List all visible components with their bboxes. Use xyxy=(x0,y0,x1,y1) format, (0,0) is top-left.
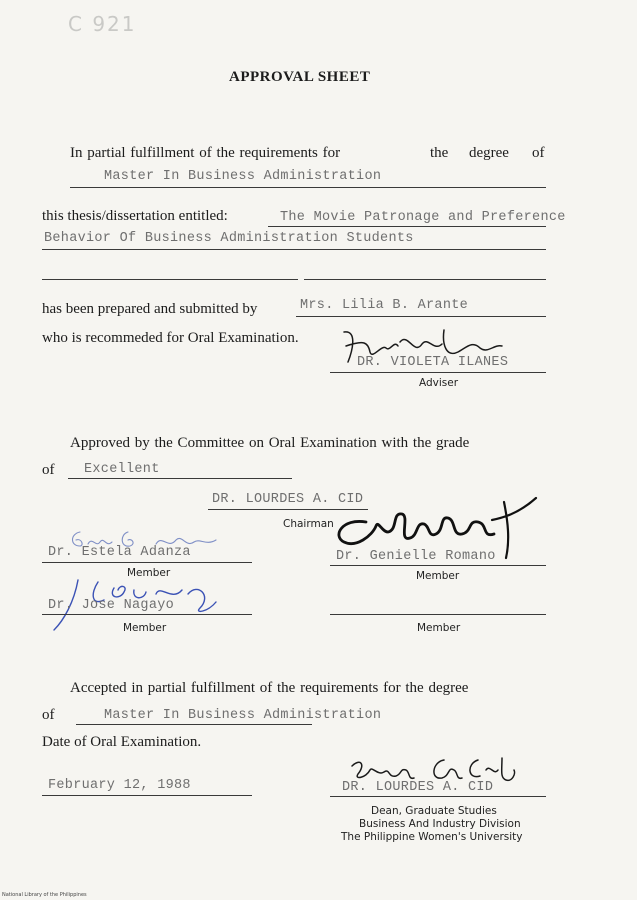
recommend-label: who is recommeded for Oral Examination. xyxy=(42,330,299,346)
intro-degree: degree xyxy=(469,145,509,161)
dean-title-1: Dean, Graduate Studies xyxy=(371,805,497,817)
member1-role: Member xyxy=(127,567,171,579)
member2-rule xyxy=(330,565,546,566)
oral-date-value: February 12, 1988 xyxy=(48,778,191,793)
intro-the: the xyxy=(430,145,449,161)
thesis-rule-3a xyxy=(42,279,298,280)
grade-of-label: of xyxy=(42,462,55,478)
acceptance-degree: Master In Business Administration xyxy=(104,708,382,723)
thesis-rule-3b xyxy=(304,279,546,280)
thesis-title-line1: The Movie Patronage and Preference xyxy=(280,210,566,225)
grade-value: Excellent xyxy=(84,462,160,477)
page-title: APPROVAL SHEET xyxy=(229,69,371,85)
member1-name: Dr. Estela Adanza xyxy=(48,545,191,560)
acceptance-of-label: of xyxy=(42,707,55,723)
author-name: Mrs. Lilia B. Arante xyxy=(300,298,469,313)
acceptance-text: Accepted in partial fulfillment of the requirements for the degree xyxy=(70,680,469,696)
adviser-name: DR. VIOLETA ILANES xyxy=(357,355,509,370)
thesis-rule-1 xyxy=(268,226,546,227)
chairman-name: DR. LOURDES A. CID xyxy=(212,492,364,507)
thesis-rule-2 xyxy=(42,249,546,250)
oral-date-label: Date of Oral Examination. xyxy=(42,734,202,750)
dean-name: DR. LOURDES A. CID xyxy=(342,780,494,795)
adviser-rule xyxy=(330,372,546,373)
dean-title-2: Business And Industry Division xyxy=(359,818,521,830)
member1-rule xyxy=(42,562,252,563)
submission-label: has been prepared and submitted by xyxy=(42,301,258,317)
member4-role: Member xyxy=(417,622,461,634)
footer-credit: National Library of the Philippines xyxy=(2,892,87,898)
member3-role: Member xyxy=(123,622,167,634)
degree-value: Master In Business Administration xyxy=(104,169,382,184)
member3-name: Dr. Jose Nagayo xyxy=(48,598,175,613)
committee-text: Approved by the Committee on Oral Examination with the grade xyxy=(70,435,470,451)
thesis-label: this thesis/dissertation entitled: xyxy=(42,208,228,224)
acceptance-degree-rule xyxy=(76,724,312,725)
grade-rule xyxy=(68,478,292,479)
adviser-role: Adviser xyxy=(419,377,459,389)
member2-role: Member xyxy=(416,570,460,582)
oral-date-rule xyxy=(42,795,252,796)
pencil-catalog-mark: C 921 xyxy=(68,12,137,36)
intro-of: of xyxy=(532,145,545,161)
author-rule xyxy=(296,316,546,317)
dean-title-3: The Philippine Women's University xyxy=(341,831,523,843)
chairman-role: Chairman xyxy=(283,518,334,530)
member4-rule xyxy=(330,614,546,615)
degree-rule xyxy=(70,187,546,188)
member3-rule xyxy=(42,614,252,615)
member2-name: Dr. Genielle Romano xyxy=(336,549,496,564)
intro-text: In partial fulfillment of the requirements for xyxy=(70,145,341,161)
dean-rule xyxy=(330,796,546,797)
thesis-title-line2: Behavior Of Business Administration Students xyxy=(44,231,414,246)
